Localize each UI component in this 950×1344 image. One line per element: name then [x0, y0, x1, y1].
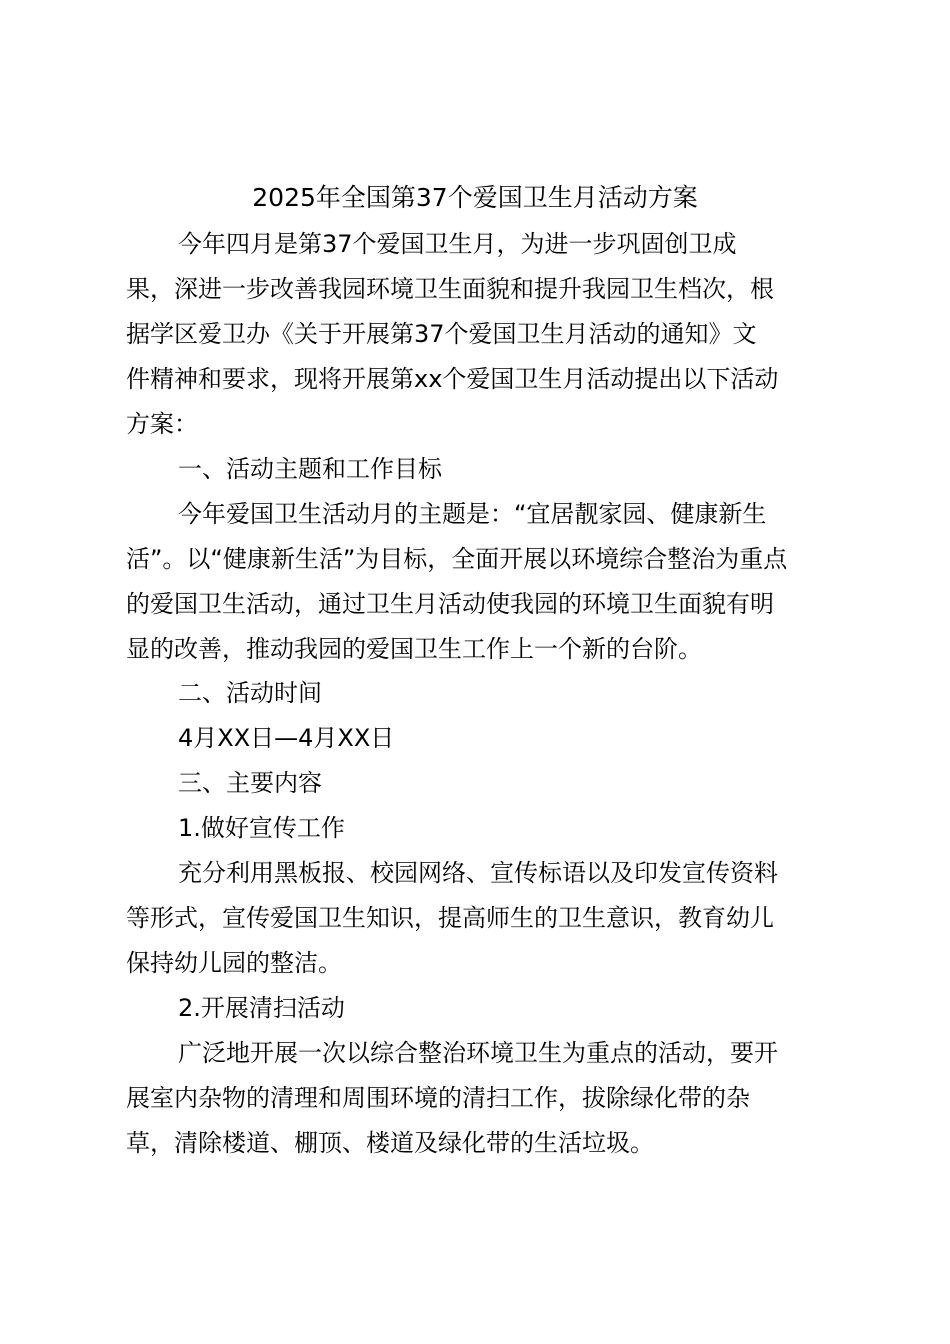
paragraph-line: 的爱国卫生活动，通过卫生月活动使我园的环境卫生面貌有明 — [126, 590, 774, 618]
subheading-cleaning: 2.开展清扫活动 — [178, 994, 345, 1022]
paragraph-line: 显的改善，推动我园的爱国卫生工作上一个新的台阶。 — [126, 635, 702, 663]
section-heading-content: 三、主要内容 — [178, 769, 322, 797]
paragraph-line: 今年四月是第37个爱国卫生月，为进一步巩固创卫成 — [178, 230, 737, 258]
section-heading-theme: 一、活动主题和工作目标 — [178, 455, 442, 483]
document-title: 2025年全国第37个爱国卫生月活动方案 — [252, 183, 698, 212]
section-heading-time: 二、活动时间 — [178, 679, 322, 707]
paragraph-line: 保持幼儿园的整洁。 — [126, 949, 342, 977]
paragraph-line: 展室内杂物的清理和周围环境的清扫工作，拔除绿化带的杂 — [126, 1084, 750, 1112]
paragraph-line: 充分利用黑板报、校园网络、宣传标语以及印发宣传资料 — [178, 859, 778, 887]
activity-date-range: 4月XX日—4月XX日 — [178, 724, 395, 752]
subheading-publicity: 1.做好宣传工作 — [178, 814, 345, 842]
paragraph-line: 草，清除楼道、棚顶、楼道及绿化带的生活垃圾。 — [126, 1129, 654, 1157]
paragraph-line: 广泛地开展一次以综合整治环境卫生为重点的活动，要开 — [178, 1039, 778, 1067]
paragraph-line: 件精神和要求，现将开展第xx个爱国卫生月活动提出以下活动 — [126, 365, 779, 393]
paragraph-line: 果，深进一步改善我园环境卫生面貌和提升我园卫生档次，根 — [126, 275, 774, 303]
paragraph-line: 活”。以“健康新生活”为目标，全面开展以环境综合整治为重点 — [126, 545, 788, 573]
paragraph-line: 今年爱国卫生活动月的主题是：“宜居靓家园、健康新生 — [178, 500, 767, 528]
paragraph-line: 据学区爱卫办《关于开展第37个爱国卫生月活动的通知》文 — [126, 320, 757, 348]
paragraph-line: 等形式，宣传爱国卫生知识，提高师生的卫生意识，教育幼儿 — [126, 904, 774, 932]
paragraph-line: 方案： — [126, 410, 198, 438]
